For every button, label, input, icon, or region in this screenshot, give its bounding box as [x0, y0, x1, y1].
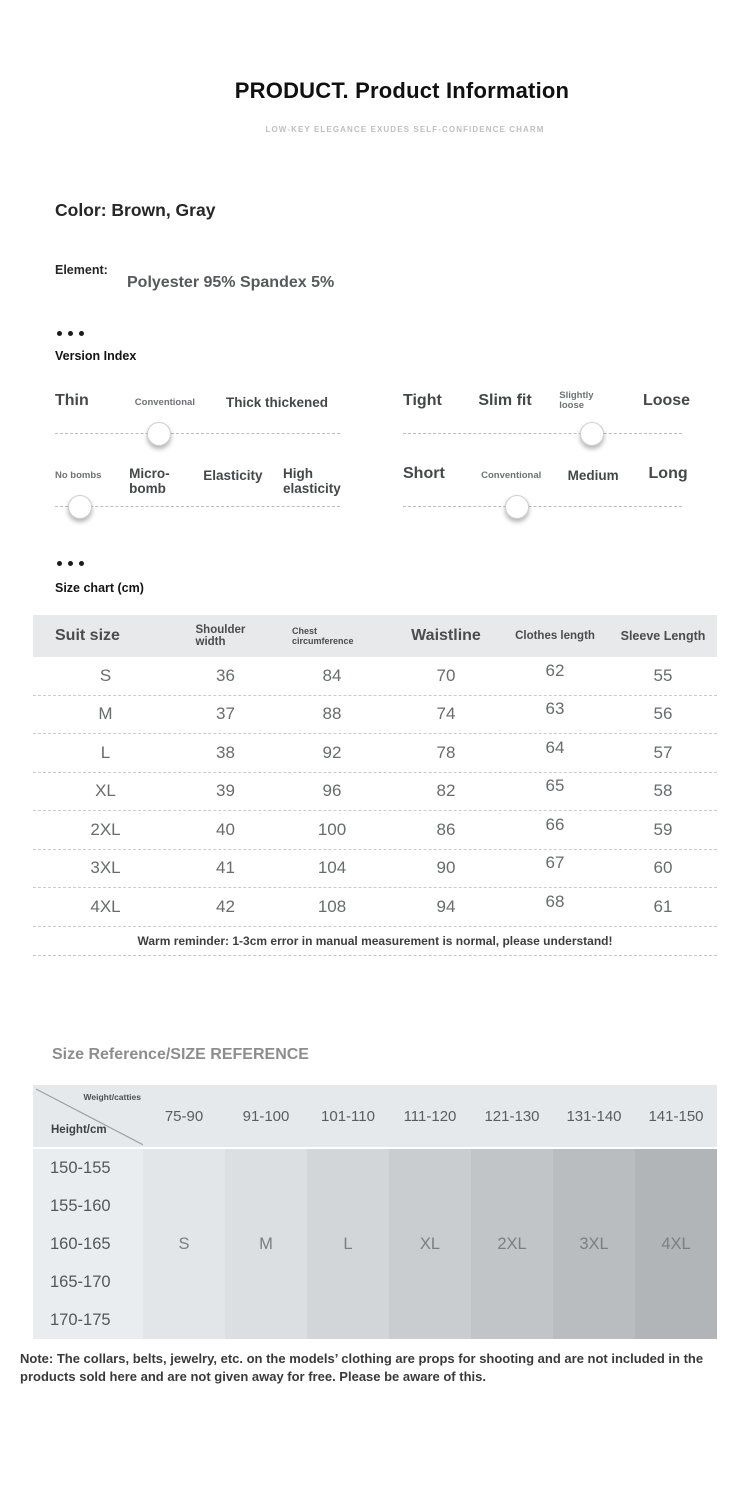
slider-label: Medium — [567, 467, 619, 483]
size-chart-cell: 36 — [216, 665, 235, 685]
height-range-cell: 170-175 — [50, 1310, 111, 1329]
weight-range-cell: 75-90 — [164, 1107, 204, 1125]
size-letter-column: 3XL — [553, 1149, 635, 1339]
slider-length — [403, 447, 688, 507]
corner-height-label: Height/cm — [51, 1124, 107, 1136]
size-letter-column: S — [143, 1149, 225, 1339]
size-chart-cell: 94 — [436, 896, 456, 916]
size-chart-cell: 92 — [322, 742, 342, 762]
size-chart-cell: 67 — [545, 853, 565, 873]
size-chart-cell: 82 — [436, 781, 456, 801]
slider-thickness — [55, 374, 340, 434]
slider-label: Thin — [55, 392, 89, 410]
height-range-cell: 160-165 — [50, 1234, 111, 1253]
size-letter-column: L — [307, 1149, 389, 1339]
slider-label: Elasticity — [203, 467, 263, 483]
size-reference-body — [33, 1147, 717, 1339]
size-chart-cell: 88 — [322, 704, 342, 724]
slider-knob — [505, 495, 529, 519]
size-chart-cell: 55 — [653, 665, 673, 685]
height-column — [33, 1149, 143, 1339]
slider-track — [55, 506, 340, 507]
version-index-title: Version Index — [55, 349, 137, 363]
slider-track — [403, 433, 682, 434]
size-chart-cell: M — [98, 704, 113, 724]
size-letter-column: XL — [389, 1149, 471, 1339]
slider-elasticity — [55, 447, 340, 507]
size-chart-cell: 41 — [216, 858, 235, 878]
corner-weight-label: Weight/catties — [83, 1092, 141, 1102]
slider-track — [55, 433, 340, 434]
element-value: Polyester 95% Spandex 5% — [127, 274, 335, 291]
slider-label: Loose — [642, 392, 691, 410]
weight-range-cell: 131-140 — [566, 1107, 622, 1125]
slider-knob — [580, 422, 604, 446]
note-text: Note: The collars, belts, jewelry, etc. on the models’ clothing are props for shooting and are not included in the products sold here and are not given away for free. Please be aware of this. — [20, 1351, 704, 1384]
size-chart-row — [33, 888, 717, 927]
size-chart-cell: 70 — [436, 665, 456, 685]
size-reference-table — [33, 1085, 717, 1339]
size-chart-cell: 65 — [545, 776, 565, 796]
color-info: Color: Brown, Gray — [55, 200, 216, 220]
size-chart-row — [33, 811, 717, 850]
size-chart-cell: XL — [95, 781, 116, 801]
size-chart-cell: 2XL — [90, 819, 121, 839]
weight-range-cell: 101-110 — [321, 1107, 375, 1125]
slider-label: Slim fit — [478, 392, 532, 410]
size-chart-cell: 86 — [436, 819, 456, 839]
slider-label: Short — [403, 465, 445, 483]
size-chart-cell: 64 — [545, 737, 565, 757]
size-chart-cell: 63 — [545, 699, 565, 719]
slider-knob — [147, 422, 171, 446]
section-dots-icon — [57, 331, 84, 336]
size-chart-header-cell: Waistline — [411, 627, 481, 644]
size-chart-cell: 39 — [216, 781, 235, 801]
size-chart-row — [33, 773, 717, 812]
slider-knob — [68, 495, 92, 519]
size-chart-cell: 3XL — [90, 858, 121, 878]
weight-range-cell: 121-130 — [484, 1107, 540, 1125]
size-chart-table — [33, 615, 717, 956]
size-chart-cell: 108 — [317, 896, 347, 916]
weight-range-cell: 91-100 — [242, 1107, 290, 1125]
size-chart-cell: 68 — [545, 891, 565, 911]
size-chart-cell: 66 — [545, 814, 565, 834]
slider-label: Thick thickened — [226, 394, 329, 410]
slider-label: Slightly loose — [559, 389, 594, 412]
size-chart-cell: 38 — [216, 742, 235, 762]
size-chart-cell: 78 — [436, 742, 456, 762]
size-chart-cell: 62 — [545, 660, 565, 680]
size-chart-title: Size chart (cm) — [55, 581, 144, 595]
slider-label: No bombs — [55, 470, 102, 482]
size-reference-corner — [33, 1085, 143, 1147]
size-reference-title: Size Reference/SIZE REFERENCE — [52, 1046, 309, 1063]
size-letter-column: M — [225, 1149, 307, 1339]
size-chart-cell: 57 — [653, 742, 673, 762]
size-chart-cell: 37 — [216, 704, 235, 724]
size-chart-cell: 4XL — [90, 896, 121, 916]
slider-label: Tight — [403, 392, 442, 410]
size-chart-header-cell: Sleeve Length — [620, 629, 706, 643]
weight-range-cell: 111-120 — [403, 1107, 457, 1125]
size-chart-header-cell: Chest circumference — [292, 626, 354, 646]
slider-fit — [403, 374, 691, 434]
slider-track — [403, 506, 682, 507]
height-range-cell: 150-155 — [50, 1158, 111, 1177]
slider-label: Long — [648, 465, 688, 483]
size-chart-cell: L — [100, 742, 111, 762]
slider-label: Conventional — [481, 470, 542, 482]
slider-label: High elasticity — [283, 465, 341, 496]
page-title: PRODUCT. Product Information — [234, 78, 570, 103]
size-chart-row — [33, 657, 717, 696]
element-label: Element: — [55, 263, 108, 277]
size-letter-column: 4XL — [635, 1149, 717, 1339]
size-chart-cell: 90 — [436, 858, 456, 878]
size-chart-cell: 56 — [653, 704, 673, 724]
weight-range-cell: 141-150 — [648, 1107, 704, 1125]
slider-label: Micro-bomb — [129, 465, 170, 496]
height-range-cell: 155-160 — [50, 1196, 111, 1215]
section-dots-icon — [57, 561, 84, 566]
size-reference-header — [33, 1085, 717, 1147]
size-chart-cell: 74 — [436, 704, 456, 724]
size-chart-row — [33, 850, 717, 889]
size-chart-cell: 59 — [653, 819, 673, 839]
size-chart-header — [33, 615, 717, 657]
size-letter-column: 2XL — [471, 1149, 553, 1339]
page-subtitle: LOW-KEY ELEGANCE EXUDES SELF-CONFIDENCE CHARM — [265, 125, 545, 134]
size-chart-header-cell: Suit size — [55, 627, 120, 644]
size-chart-cell: 96 — [322, 781, 342, 801]
size-chart-row — [33, 734, 717, 773]
size-chart-cell: 40 — [216, 819, 235, 839]
size-chart-cell: 104 — [317, 858, 347, 878]
height-range-cell: 165-170 — [50, 1272, 111, 1291]
size-chart-reminder: Warm reminder: 1-3cm error in manual measurement is normal, please understand! — [33, 927, 717, 956]
size-chart-cell: 100 — [317, 819, 347, 839]
size-chart-cell: 42 — [216, 896, 235, 916]
size-chart-cell: 61 — [653, 896, 673, 916]
size-chart-row — [33, 696, 717, 735]
size-chart-cell: S — [99, 665, 112, 685]
size-chart-header-cell: Shoulder width — [195, 624, 246, 648]
size-chart-cell: 58 — [653, 781, 673, 801]
size-chart-cell: 84 — [322, 665, 342, 685]
size-chart-cell: 60 — [653, 858, 673, 878]
size-chart-header-cell: Clothes length — [515, 630, 595, 642]
slider-label: Conventional — [134, 397, 195, 409]
